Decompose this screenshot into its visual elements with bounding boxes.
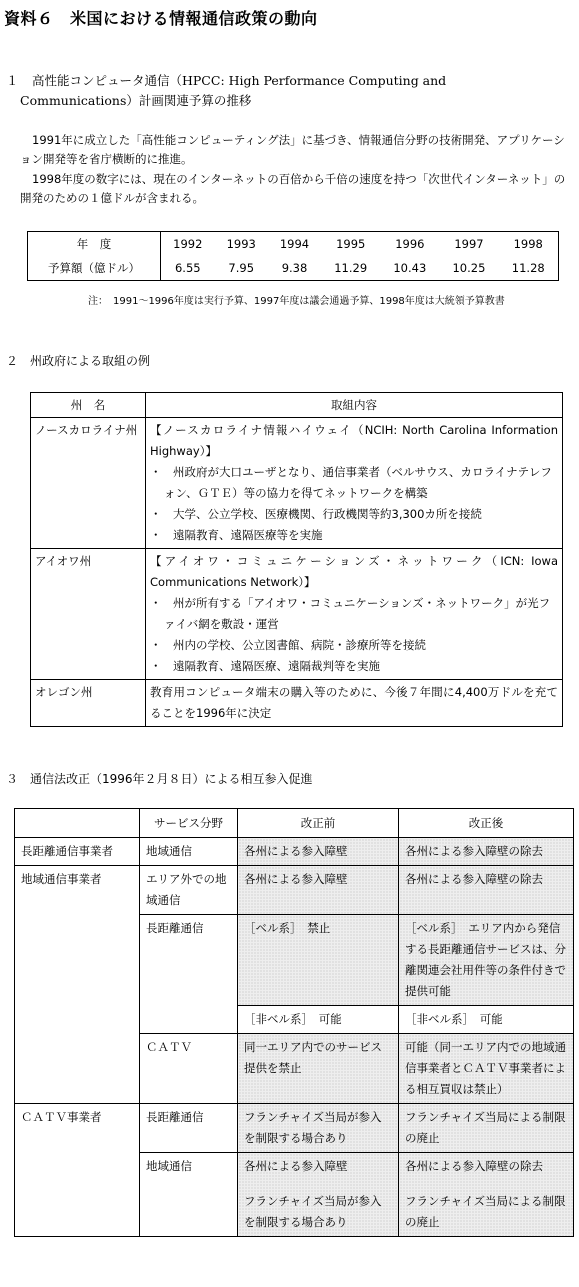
state-bullet: ・ 州が所有する「アイオワ・コミュニケーションズ・ネットワーク」が光ファイバ網を敷設・運営	[150, 596, 551, 631]
reform-category: 地域通信事業者	[15, 866, 140, 1104]
budget-year: 1993	[226, 237, 256, 251]
state-bullet: ・ 大学、公立学校、医療機関、行政機関等約3,300カ所を接続	[150, 507, 482, 521]
reform-after: 各州による参入障壁の除去	[399, 838, 574, 866]
budget-value: 9.38	[281, 261, 308, 275]
reform-after-line: 各州による参入障壁の除去	[405, 1159, 543, 1173]
reform-header-row	[15, 809, 574, 838]
section1-paragraph1: 1991年に成立した「高性能コンピューティング法」に基づき、情報通信分野の技術開発、アプリケーション開発等を省庁横断的に推進。	[20, 133, 565, 166]
states-col-state: 州 名	[31, 393, 146, 418]
reform-service: 長距離通信	[140, 1104, 238, 1153]
budget-table	[27, 231, 559, 281]
state-initiative-head: 【アイオワ・コミュニケーションズ・ネットワーク（ICN: Iowa Communications Network）】	[150, 554, 558, 589]
budget-value-row	[28, 256, 559, 281]
reform-before-line: フランチャイズ当局が参入を制限する場合あり	[244, 1194, 382, 1229]
budget-value: 7.95	[228, 261, 255, 275]
state-content	[146, 418, 563, 549]
reform-col-category	[15, 809, 140, 838]
reform-category: ＣＡＴＶ事業者	[15, 1104, 140, 1237]
state-row	[31, 418, 563, 549]
telecom-act-table	[14, 808, 574, 1237]
reform-after: 可能（同一エリア内での地域通信事業者とＣＡＴＶ事業者による相互買収は禁止）	[399, 1034, 574, 1104]
reform-col-before: 改正前	[238, 809, 399, 838]
reform-after: ［ベル系］ エリア内から発信する長距離通信サービスは、分離関連会社用件等の条件付きで提供可能	[399, 915, 574, 1006]
state-row	[31, 680, 563, 727]
budget-year: 1992	[173, 237, 203, 251]
reform-col-after: 改正後	[399, 809, 574, 838]
reform-before: 各州による参入障壁	[238, 838, 399, 866]
state-content	[146, 680, 563, 727]
budget-year: 1996	[395, 237, 425, 251]
budget-year: 1998	[513, 237, 543, 251]
reform-service: 地域通信	[140, 1153, 238, 1237]
section1-heading-line2: Communications）計画関連予算の推移	[20, 93, 252, 108]
budget-note: 注： 1991～1996年度は実行予算、1997年度は議会通過予算、1998年度は大統領予算教書	[88, 296, 505, 307]
budget-value-label: 予算額（億ドル）	[28, 256, 161, 281]
state-initiative-head: 【ノースカロライナ情報ハイウェイ（NCIH: North Carolina Information Highway）】	[150, 423, 558, 458]
reform-row	[15, 838, 574, 866]
section1-paragraph2: 1998年度の数字には、現在のインターネットの百倍から千倍の速度を持つ「次世代インターネット」の開発のための１億ドルが含まれる。	[20, 172, 566, 205]
reform-after: ［非ベル系］ 可能	[399, 1006, 574, 1034]
page-title: 資料６ 米国における情報通信政策の動向	[4, 9, 318, 28]
budget-value: 11.28	[511, 261, 545, 275]
section1-heading-line1: 高性能コンピュータ通信（HPCC: High Performance Computing and	[32, 73, 447, 88]
section3-heading: ３ 通信法改正（1996年２月８日）による相互参入促進	[6, 772, 313, 786]
reform-before	[238, 1153, 399, 1237]
state-row	[31, 549, 563, 680]
budget-value: 11.29	[334, 261, 368, 275]
budget-year: 1997	[454, 237, 484, 251]
reform-after	[399, 1153, 574, 1237]
reform-col-service: サービス分野	[140, 809, 238, 838]
reform-service: 地域通信	[140, 838, 238, 866]
reform-after: 各州による参入障壁の除去	[399, 866, 574, 915]
state-name: アイオワ州	[31, 549, 146, 680]
reform-after-line: フランチャイズ当局による制限の廃止	[405, 1194, 566, 1229]
reform-before: 同一エリア内でのサービス提供を禁止	[238, 1034, 399, 1104]
budget-year: 1994	[279, 237, 310, 251]
reform-row	[15, 1104, 574, 1153]
state-bullet: ・ 遠隔教育、遠隔医療等を実施	[150, 528, 323, 542]
state-name: オレゴン州	[31, 680, 146, 727]
reform-before: 各州による参入障壁	[238, 866, 399, 915]
budget-year: 1995	[336, 237, 366, 251]
section2-heading: ２ 州政府による取組の例	[6, 354, 151, 368]
budget-value: 10.25	[452, 261, 486, 275]
reform-after: フランチャイズ当局による制限の廃止	[399, 1104, 574, 1153]
section1-number: １	[6, 73, 19, 88]
state-initiative-head: 教育用コンピュータ端末の購入等のために、今後７年間に4,400万ドルを充てることを1996年に決定	[150, 685, 558, 720]
state-initiatives-table	[30, 392, 563, 727]
budget-value: 6.55	[174, 261, 201, 275]
state-bullet: ・ 州政府が大口ユーザとなり、通信事業者（ベルサウス、カロライナテレフォン、ＧＴＥ）等の協力を得てネットワークを構築	[150, 465, 552, 500]
state-name: ノースカロライナ州	[31, 418, 146, 549]
reform-before: ［非ベル系］ 可能	[238, 1006, 399, 1034]
reform-service: エリア外での地域通信	[140, 866, 238, 915]
reform-service: 長距離通信	[140, 915, 238, 1034]
reform-service: ＣＡＴＶ	[140, 1034, 238, 1104]
reform-before: ［ベル系］ 禁止	[238, 915, 399, 1006]
reform-category: 長距離通信事業者	[15, 838, 140, 866]
reform-before-line: 各州による参入障壁	[244, 1159, 348, 1173]
states-header-row	[31, 393, 563, 418]
reform-row	[15, 866, 574, 915]
budget-value: 10.43	[393, 261, 427, 275]
budget-year-row	[28, 232, 559, 257]
reform-before: フランチャイズ当局が参入を制限する場合あり	[238, 1104, 399, 1153]
section1-heading	[6, 71, 572, 111]
state-bullet: ・ 遠隔教育、遠隔医療、遠隔裁判等を実施	[150, 659, 380, 673]
states-col-content: 取組内容	[146, 393, 563, 418]
budget-year-label: 年 度	[28, 232, 161, 257]
state-bullet: ・ 州内の学校、公立図書館、病院・診療所等を接続	[150, 638, 426, 652]
state-content	[146, 549, 563, 680]
